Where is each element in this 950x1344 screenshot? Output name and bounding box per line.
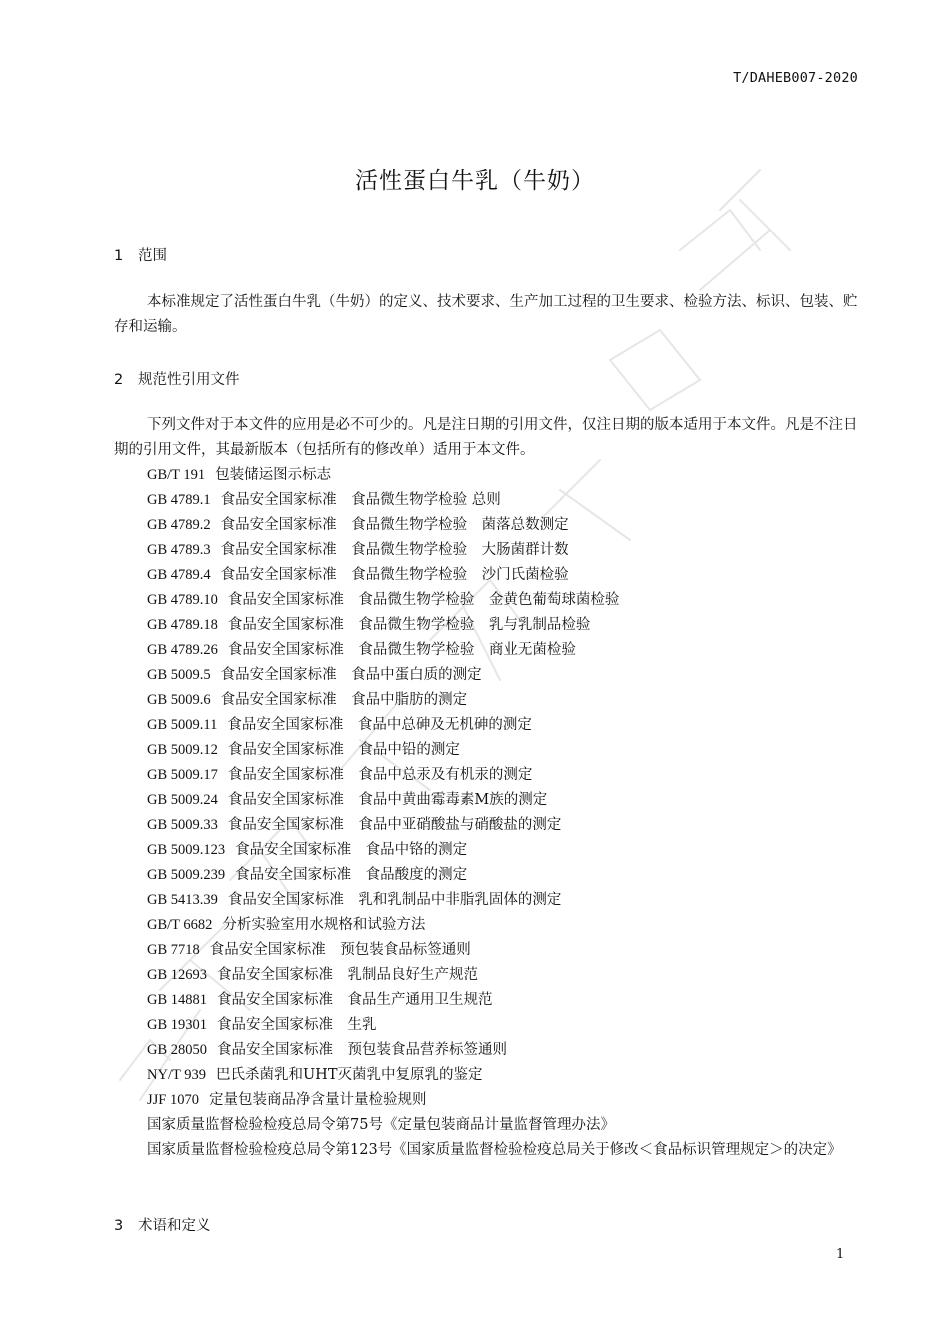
reference-title: 食品安全国家标准 食品中总汞及有机汞的测定 bbox=[227, 767, 533, 783]
page-number: 1 bbox=[836, 1247, 845, 1262]
reference-code: GB 5009.33 bbox=[147, 817, 218, 833]
reference-title: 分析实验室用水规格和试验方法 bbox=[222, 917, 426, 933]
reference-item bbox=[147, 763, 862, 788]
reference-title: 食品安全国家标准 食品微生物学检验 大肠菌群计数 bbox=[220, 542, 569, 558]
reference-code: GB 12693 bbox=[147, 967, 208, 983]
reference-title: 食品安全国家标准 乳制品良好生产规范 bbox=[217, 967, 479, 983]
section-number: 1 bbox=[114, 248, 124, 264]
reference-item bbox=[147, 463, 862, 488]
reference-item bbox=[147, 563, 862, 588]
section-heading-terms-definitions bbox=[114, 1214, 211, 1235]
document-code: T/DAHEB007-2020 bbox=[733, 70, 858, 86]
reference-item bbox=[147, 813, 862, 838]
reference-item bbox=[147, 688, 862, 713]
reference-item bbox=[147, 838, 862, 863]
decree-item: 国家质量监督检验检疫总局令第123号《国家质量监督检验检疫总局关于修改＜食品标识管理规定＞的决定》 bbox=[147, 1142, 842, 1158]
reference-code: GB/T 6682 bbox=[147, 917, 213, 933]
reference-title: 包装储运图示标志 bbox=[215, 467, 332, 483]
reference-title: 食品安全国家标准 食品微生物学检验 总则 bbox=[220, 492, 501, 508]
reference-code: GB 5009.123 bbox=[147, 842, 226, 858]
reference-title: 食品安全国家标准 食品中总砷及无机砷的测定 bbox=[227, 717, 532, 733]
reference-item bbox=[147, 713, 862, 738]
reference-item bbox=[147, 963, 862, 988]
reference-code: GB 5009.239 bbox=[147, 867, 226, 883]
reference-title: 食品安全国家标准 食品微生物学检验 沙门氏菌检验 bbox=[220, 567, 569, 583]
reference-title: 食品安全国家标准 食品中铅的测定 bbox=[227, 742, 460, 758]
reference-code: GB 4789.18 bbox=[147, 617, 218, 633]
reference-item bbox=[147, 1038, 862, 1063]
reference-title: 食品安全国家标准 食品中亚硝酸盐与硝酸盐的测定 bbox=[227, 817, 562, 833]
reference-title: 食品安全国家标准 乳和乳制品中非脂乳固体的测定 bbox=[227, 892, 562, 908]
reference-code: GB 5413.39 bbox=[147, 892, 218, 908]
references-intro-paragraph: 下列文件对于本文件的应用是必不可少的。凡是注日期的引用文件，仅注日期的版本适用于本文件。凡是不注日期的引用文件，其最新版本（包括所有的修改单）适用于本文件。 bbox=[114, 417, 858, 458]
reference-item bbox=[147, 738, 862, 763]
reference-code: GB 5009.24 bbox=[147, 792, 218, 808]
reference-item bbox=[147, 888, 862, 913]
reference-code: GB 14881 bbox=[147, 992, 208, 1008]
decree-item: 国家质量监督检验检疫总局令第75号《定量包装商品计量监督管理办法》 bbox=[147, 1117, 615, 1133]
reference-title: 食品安全国家标准 食品酸度的测定 bbox=[235, 867, 468, 883]
section-heading-scope bbox=[114, 244, 167, 265]
reference-title: 食品安全国家标准 食品生产通用卫生规范 bbox=[217, 992, 493, 1008]
reference-title: 食品安全国家标准 预包装食品营养标签通则 bbox=[217, 1042, 508, 1058]
reference-item bbox=[147, 938, 862, 963]
section-number: 3 bbox=[114, 1218, 124, 1234]
reference-item bbox=[147, 538, 862, 563]
reference-code: GB 4789.1 bbox=[147, 492, 211, 508]
reference-code: GB 5009.6 bbox=[147, 692, 211, 708]
reference-title: 巴氏杀菌乳和UHT灭菌乳中复原乳的鉴定 bbox=[215, 1067, 483, 1083]
reference-title: 食品安全国家标准 食品中黄曲霉毒素M族的测定 bbox=[227, 792, 548, 808]
reference-code: GB 19301 bbox=[147, 1017, 208, 1033]
section-title: 范围 bbox=[138, 248, 167, 264]
section-heading-normative-references bbox=[114, 368, 240, 389]
document-title: 活性蛋白牛乳（牛奶） bbox=[355, 168, 595, 194]
reference-code: GB 4789.10 bbox=[147, 592, 218, 608]
reference-item bbox=[147, 513, 862, 538]
reference-code: NY/T 939 bbox=[147, 1067, 206, 1083]
reference-title: 食品安全国家标准 生乳 bbox=[217, 1017, 377, 1033]
reference-title: 食品安全国家标准 食品中脂肪的测定 bbox=[220, 692, 468, 708]
section-title: 规范性引用文件 bbox=[138, 372, 240, 388]
reference-code: GB 5009.11 bbox=[147, 717, 218, 733]
reference-item bbox=[147, 588, 862, 613]
reference-code: GB/T 191 bbox=[147, 467, 206, 483]
reference-item bbox=[147, 1088, 862, 1113]
reference-code: GB 5009.5 bbox=[147, 667, 211, 683]
reference-item bbox=[147, 613, 862, 638]
reference-item bbox=[147, 1063, 862, 1088]
reference-item bbox=[147, 913, 862, 938]
reference-title: 定量包装商品净含量计量检验规则 bbox=[208, 1092, 427, 1108]
reference-title: 食品安全国家标准 食品微生物学检验 菌落总数测定 bbox=[220, 517, 569, 533]
reference-title: 食品安全国家标准 食品中蛋白质的测定 bbox=[220, 667, 482, 683]
reference-code: GB 4789.3 bbox=[147, 542, 211, 558]
reference-item bbox=[147, 663, 862, 688]
scope-paragraph: 本标准规定了活性蛋白牛乳（牛奶）的定义、技术要求、生产加工过程的卫生要求、检验方法、标识、包装、贮存和运输。 bbox=[114, 294, 858, 335]
reference-code: GB 4789.4 bbox=[147, 567, 211, 583]
reference-code: JJF 1070 bbox=[147, 1092, 199, 1108]
reference-item bbox=[147, 788, 862, 813]
reference-code: GB 4789.26 bbox=[147, 642, 218, 658]
reference-code: GB 5009.17 bbox=[147, 767, 218, 783]
reference-item bbox=[147, 863, 862, 888]
reference-code: GB 5009.12 bbox=[147, 742, 218, 758]
reference-item bbox=[147, 1013, 862, 1038]
reference-list bbox=[147, 463, 862, 1163]
reference-code: GB 28050 bbox=[147, 1042, 208, 1058]
reference-code: GB 4789.2 bbox=[147, 517, 211, 533]
reference-title: 食品安全国家标准 食品微生物学检验 商业无菌检验 bbox=[227, 642, 576, 658]
section-number: 2 bbox=[114, 372, 124, 388]
reference-title: 食品安全国家标准 食品中铬的测定 bbox=[235, 842, 468, 858]
reference-item bbox=[147, 988, 862, 1013]
reference-item bbox=[147, 488, 862, 513]
reference-item bbox=[147, 638, 862, 663]
section-title: 术语和定义 bbox=[138, 1218, 211, 1234]
reference-title: 食品安全国家标准 食品微生物学检验 金黄色葡萄球菌检验 bbox=[227, 592, 620, 608]
reference-code: GB 7718 bbox=[147, 942, 200, 958]
reference-title: 食品安全国家标准 预包装食品标签通则 bbox=[209, 942, 471, 958]
reference-title: 食品安全国家标准 食品微生物学检验 乳与乳制品检验 bbox=[227, 617, 591, 633]
